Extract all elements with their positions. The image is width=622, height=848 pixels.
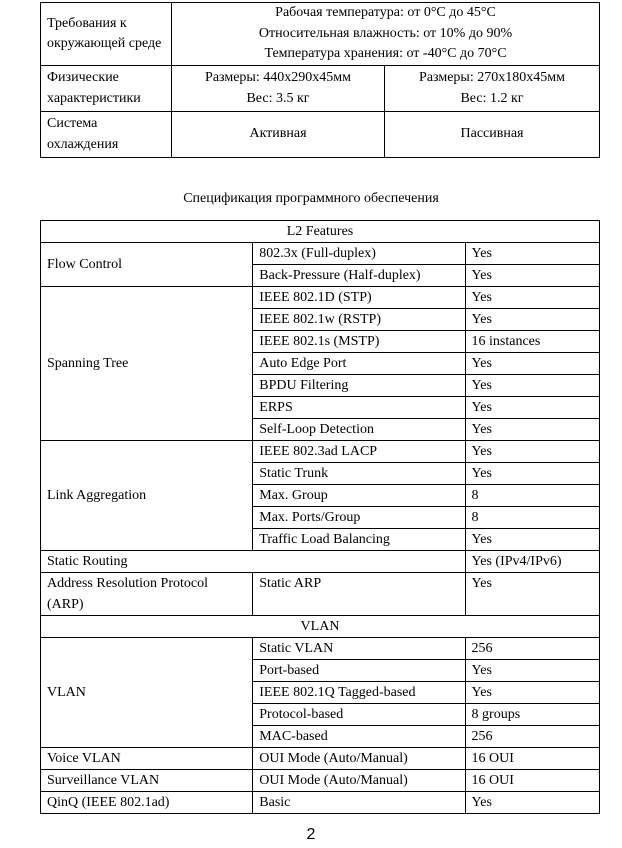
value-cell: Yes (465, 243, 599, 265)
environment-values (172, 3, 600, 66)
page-number: 2 (306, 826, 316, 843)
arp-label: Address Resolution Protocol (ARP) (41, 573, 253, 616)
value-cell: Yes (465, 441, 599, 463)
table-row (41, 573, 600, 616)
cooling-active: Активная (172, 112, 385, 158)
vlan-label: VLAN (41, 638, 253, 748)
static-routing-label: Static Routing (41, 551, 466, 573)
cooling-label: Система охлаждения (41, 112, 172, 158)
physical-label: Физические характеристики (41, 66, 172, 112)
value-cell: Yes (465, 573, 599, 616)
value-cell: Yes (465, 397, 599, 419)
value-cell: Yes (465, 309, 599, 331)
feature-cell: IEEE 802.1w (RSTP) (253, 309, 465, 331)
spanning-tree-label: Spanning Tree (41, 287, 253, 441)
active-weight: Вес: 3.5 кг (246, 90, 310, 106)
feature-cell: 802.3x (Full-duplex) (253, 243, 465, 265)
relative-humidity: Относительная влажность: от 10% до 90% (258, 25, 513, 41)
value-cell: Yes (465, 682, 599, 704)
value-cell: Yes (465, 353, 599, 375)
value-cell: Yes (IPv4/IPv6) (465, 551, 599, 573)
table-row (41, 770, 600, 792)
voice-vlan-label: Voice VLAN (41, 748, 253, 770)
surveillance-vlan-label: Surveillance VLAN (41, 770, 253, 792)
environment-row (41, 3, 600, 66)
feature-cell: Max. Ports/Group (253, 507, 465, 529)
cooling-passive: Пассивная (385, 112, 600, 158)
feature-cell: Max. Group (253, 485, 465, 507)
vlan-header-row (41, 616, 600, 638)
feature-cell: Static Trunk (253, 463, 465, 485)
storage-temperature: Температура хранения: от -40°C до 70°C (264, 46, 507, 62)
table-row (41, 748, 600, 770)
software-spec-heading: Спецификация программного обеспечения (183, 191, 439, 206)
value-cell: Yes (465, 419, 599, 441)
active-dimensions: Размеры: 440x290x45мм (205, 70, 351, 85)
feature-cell: Port-based (253, 660, 465, 682)
table-row (41, 551, 600, 573)
value-cell: Yes (465, 792, 599, 814)
value-cell: Yes (465, 375, 599, 397)
vlan-header: VLAN (41, 616, 600, 638)
l2-features-header-row (41, 221, 600, 243)
feature-cell: IEEE 802.3ad LACP (253, 441, 465, 463)
feature-cell: IEEE 802.1Q Tagged-based (253, 682, 465, 704)
feature-cell: OUI Mode (Auto/Manual) (253, 770, 465, 792)
environment-table (40, 2, 600, 158)
value-cell: 256 (465, 638, 599, 660)
feature-cell: Traffic Load Balancing (253, 529, 465, 551)
feature-cell: Protocol-based (253, 704, 465, 726)
feature-cell: Auto Edge Port (253, 353, 465, 375)
value-cell: 8 (465, 507, 599, 529)
value-cell: Yes (465, 660, 599, 682)
table-row (41, 792, 600, 814)
feature-cell: BPDU Filtering (253, 375, 465, 397)
cooling-row (41, 112, 600, 158)
value-cell: Yes (465, 265, 599, 287)
value-cell: 8 (465, 485, 599, 507)
value-cell: Yes (465, 287, 599, 309)
software-spec-table (40, 220, 600, 814)
feature-cell: Basic (253, 792, 465, 814)
value-cell: Yes (465, 463, 599, 485)
physical-row (41, 66, 600, 112)
feature-cell: Self-Loop Detection (253, 419, 465, 441)
l2-features-header: L2 Features (41, 221, 600, 243)
value-cell: 16 OUI (465, 770, 599, 792)
feature-cell: Static VLAN (253, 638, 465, 660)
feature-cell: ERPS (253, 397, 465, 419)
table-row (41, 441, 600, 463)
feature-cell: Back-Pressure (Half-duplex) (253, 265, 465, 287)
feature-cell: MAC-based (253, 726, 465, 748)
feature-cell: IEEE 802.1s (MSTP) (253, 331, 465, 353)
value-cell: 8 groups (465, 704, 599, 726)
table-row (41, 638, 600, 660)
feature-cell: IEEE 802.1D (STP) (253, 287, 465, 309)
flow-control-label: Flow Control (41, 243, 253, 287)
passive-dimensions: Размеры: 270x180x45мм (419, 70, 565, 85)
feature-cell: Static ARP (253, 573, 465, 616)
link-aggregation-label: Link Aggregation (41, 441, 253, 551)
operating-temperature: Рабочая температура: от 0°C до 45°C (275, 5, 496, 21)
table-row (41, 287, 600, 309)
value-cell: 16 instances (465, 331, 599, 353)
feature-cell: OUI Mode (Auto/Manual) (253, 748, 465, 770)
table-row (41, 243, 600, 265)
physical-active (172, 66, 385, 112)
value-cell: 256 (465, 726, 599, 748)
physical-passive (385, 66, 600, 112)
environment-label: Требования к окружающей среде (41, 3, 172, 66)
passive-weight: Вес: 1.2 кг (460, 90, 524, 106)
qinq-label: QinQ (IEEE 802.1ad) (41, 792, 253, 814)
value-cell: Yes (465, 529, 599, 551)
value-cell: 16 OUI (465, 748, 599, 770)
